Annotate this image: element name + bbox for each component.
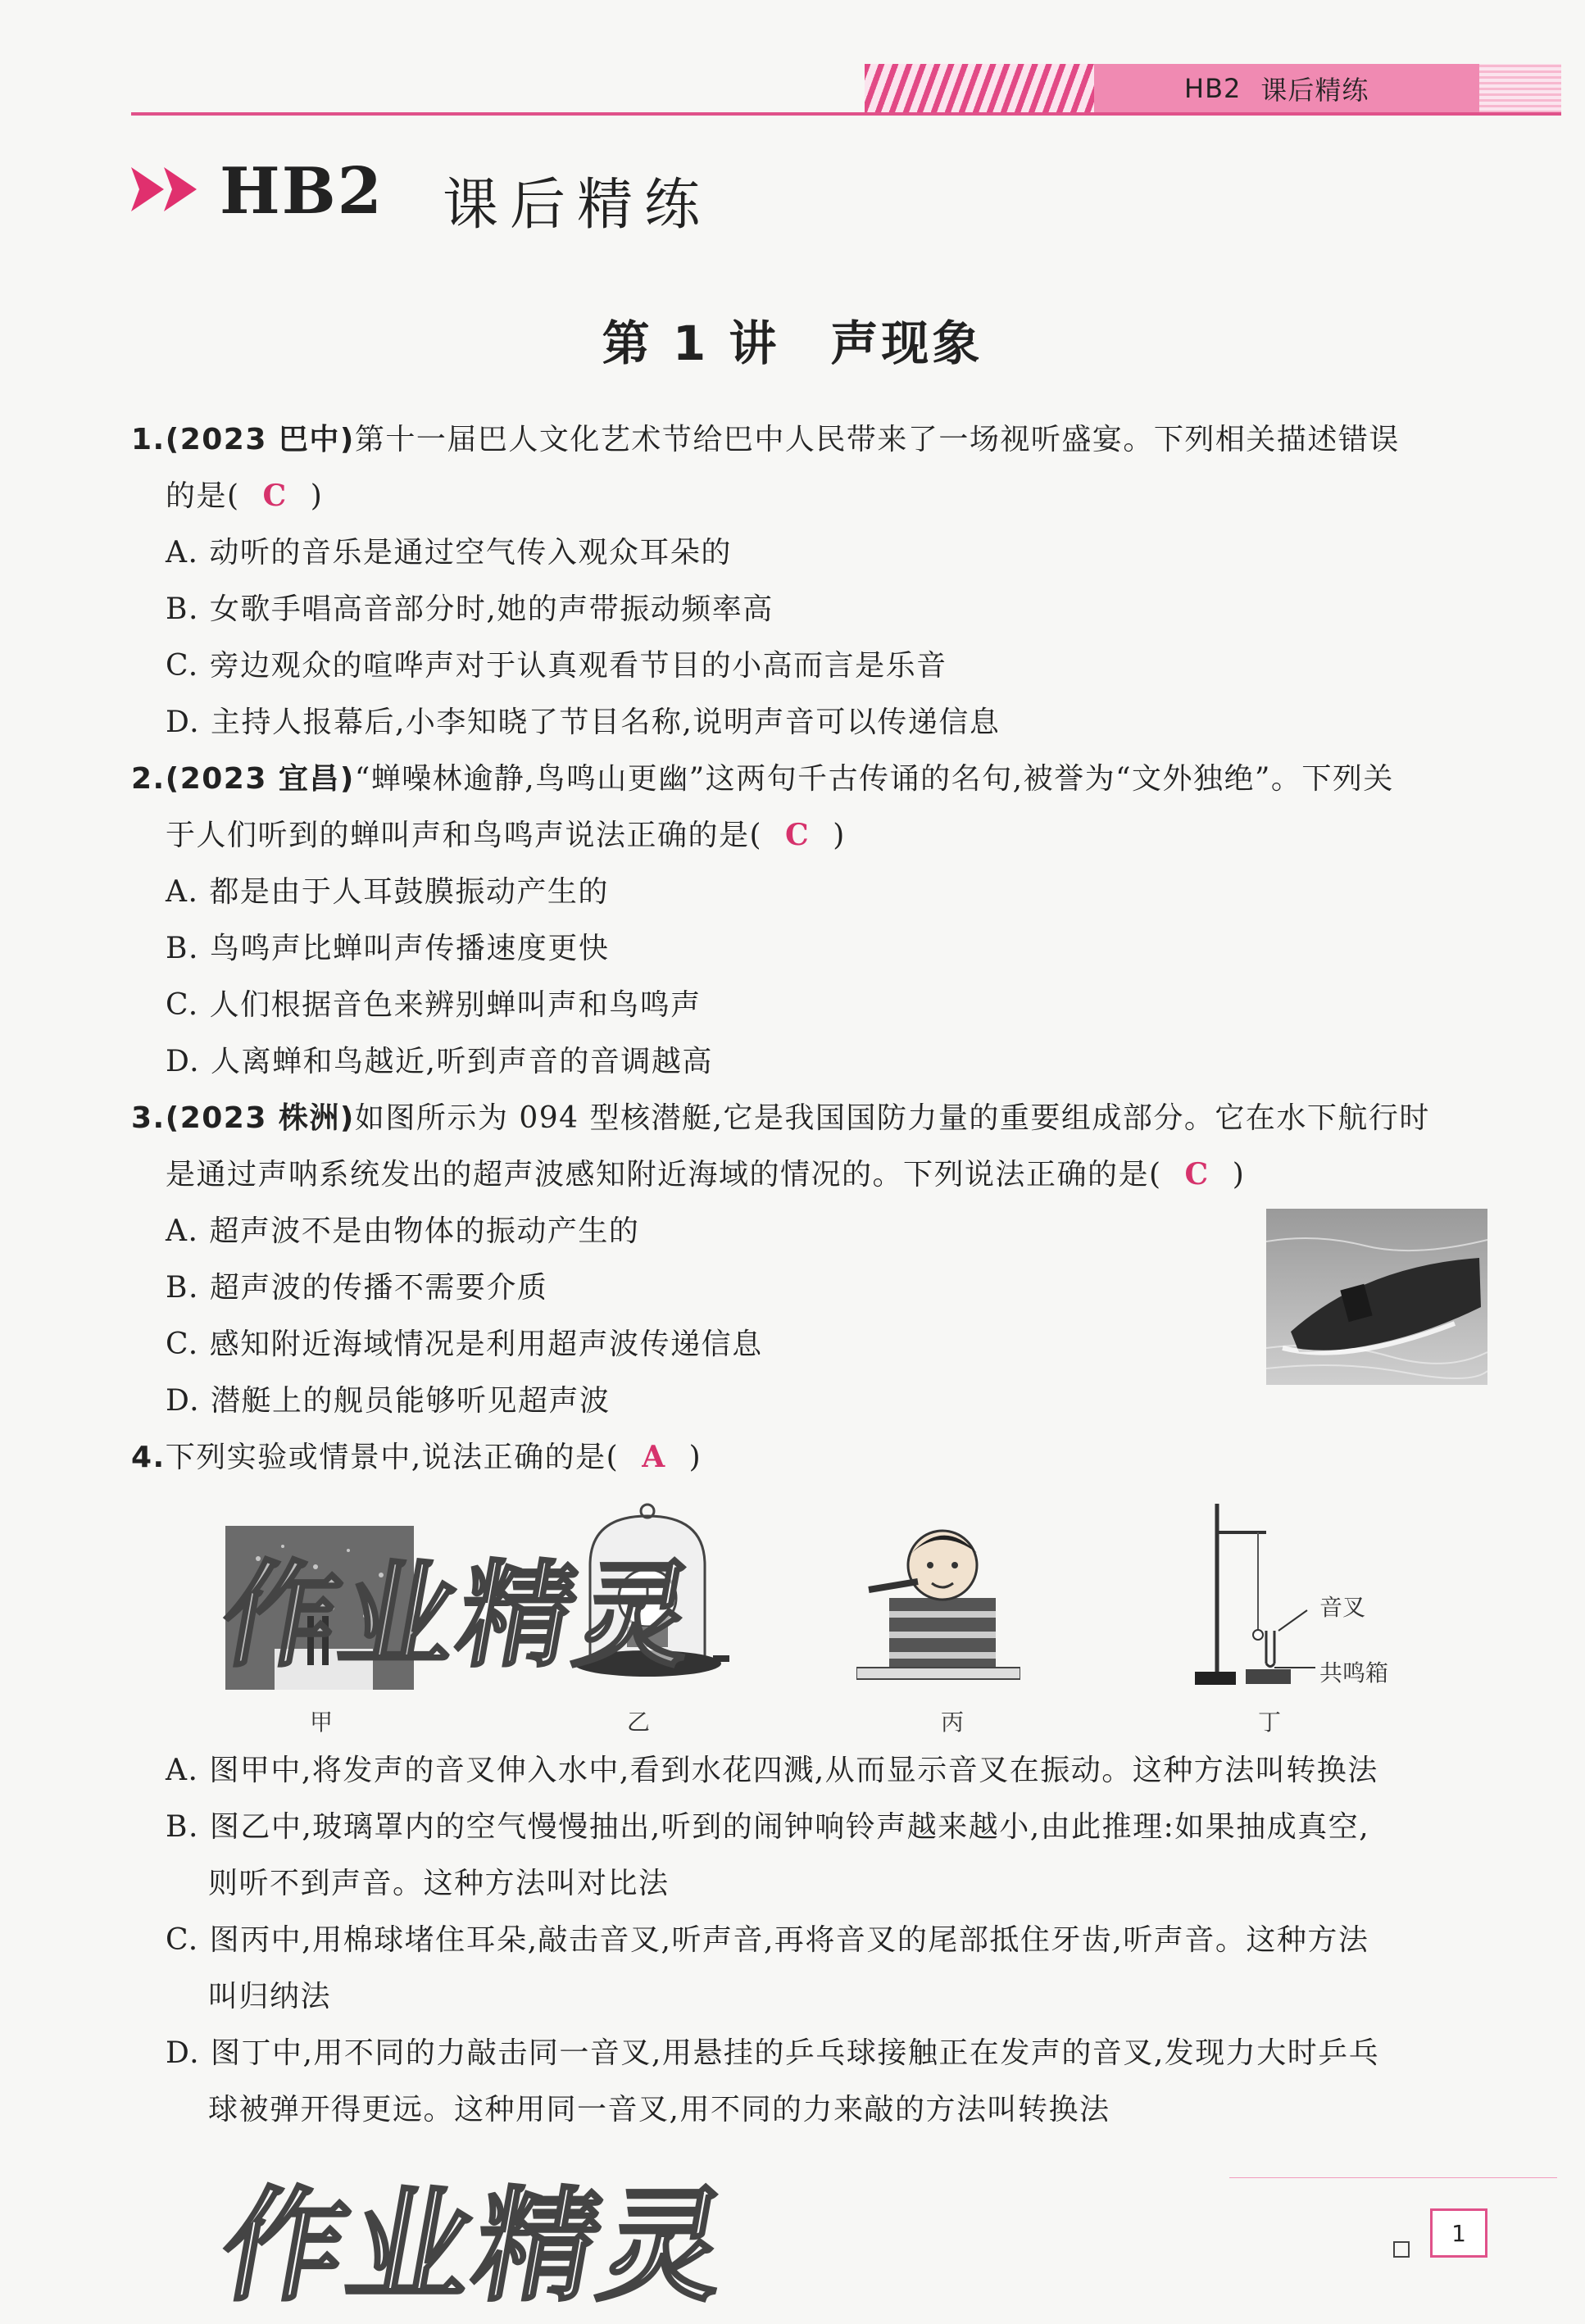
question-2-stem-cont: 于人们听到的蝉叫声和鸟鸣声说法正确的是( C ) — [166, 818, 846, 852]
section-code: HB2 — [220, 154, 384, 229]
watermark: 作业精灵 — [211, 1550, 708, 1683]
header-fade — [1479, 64, 1561, 113]
header-tag — [1094, 64, 1479, 113]
question-2-stem: 2.(2023 宜昌)“蝉噪林逾静,鸟鸣山更幽”这两句千古传诵的名句,被誉为“文外独绝”。下列关 — [131, 762, 1394, 796]
question-3-stem: 3.(2023 株洲)如图所示为 094 型核潜艇,它是我国国防力量的重要组成部分。它在水下航行时 — [131, 1101, 1430, 1135]
answer-mark: C — [262, 479, 288, 513]
option-d-cont: 球被弹开得更远。这种用同一音叉,用不同的力来敲的方法叫转换法 — [208, 2093, 1110, 2127]
option-c: C. 人们根据音色来辨别蝉叫声和鸟鸣声 — [166, 988, 702, 1022]
double-arrow-icon — [131, 164, 205, 215]
question-1-stem: 1.(2023 巴中)第十一届巴人文化艺术节给巴中人民带来了一场视听盛宴。下列相关描述错误 — [131, 423, 1400, 456]
answer-mark: C — [1184, 1157, 1210, 1192]
question-3-stem-cont: 是通过声呐系统发出的超声波感知附近海域的情况的。下列说法正确的是( C ) — [166, 1157, 1246, 1192]
lesson-title: 第 1 讲 声现象 — [602, 315, 983, 371]
footer-rule — [1229, 2176, 1557, 2178]
option-c-cont: 叫归纳法 — [208, 1980, 332, 2013]
label-leader-lines — [1274, 1606, 1315, 1672]
page-number: 1 — [1430, 2208, 1487, 2258]
option-b-cont: 则听不到声音。这种方法叫对比法 — [208, 1867, 670, 1900]
header-band — [865, 64, 1561, 113]
option-d: D. 图丁中,用不同的力敲击同一音叉,用悬挂的乒乓球接触正在发声的音叉,发现力大时乒乓 — [166, 2036, 1380, 2070]
figure-bing-boy — [856, 1508, 1020, 1692]
header-label: 课后精练 — [1260, 75, 1369, 106]
label-tuning-fork: 音叉 — [1319, 1594, 1366, 1621]
submarine-photo — [1266, 1209, 1487, 1385]
option-d: D. 主持人报幕后,小李知晓了节目名称,说明声音可以传递信息 — [166, 706, 1001, 739]
header-code: HB2 — [1184, 73, 1242, 104]
option-b: B. 图乙中,玻璃罩内的空气慢慢抽出,听到的闹钟响铃声越来越小,由此推理:如果抽成真空, — [166, 1810, 1370, 1844]
caption-bing: 丙 — [941, 1709, 965, 1736]
answer-mark: C — [785, 818, 811, 852]
question-1-stem-cont: 的是( C ) — [166, 479, 324, 513]
section-title: 课后精练 — [443, 173, 712, 238]
option-c: C. 感知附近海域情况是利用超声波传递信息 — [166, 1328, 763, 1361]
option-d: D. 人离蝉和鸟越近,听到声音的音调越高 — [166, 1045, 713, 1078]
option-b: B. 女歌手唱高音部分时,她的声带振动频率高 — [166, 592, 774, 626]
option-a: A. 超声波不是由物体的振动产生的 — [166, 1214, 640, 1248]
header-stripes — [865, 64, 1094, 113]
option-c: C. 旁边观众的喧哗声对于认真观看节目的小高而言是乐音 — [166, 649, 947, 683]
answer-mark: A — [642, 1440, 666, 1474]
caption-jia: 甲 — [310, 1709, 334, 1736]
header-rule — [131, 112, 1561, 116]
option-a: A. 图甲中,将发声的音叉伸入水中,看到水花四溅,从而显示音叉在振动。这种方法叫转换法 — [166, 1754, 1378, 1787]
caption-ding: 丁 — [1258, 1709, 1282, 1736]
option-a: A. 都是由于人耳鼓膜振动产生的 — [166, 875, 609, 909]
caption-yi: 乙 — [627, 1709, 651, 1736]
option-d: D. 潜艇上的舰员能够听见超声波 — [166, 1384, 611, 1418]
label-resonance-box: 共鸣箱 — [1319, 1659, 1389, 1686]
option-b: B. 鸟鸣声比蝉叫声传播速度更快 — [166, 932, 610, 965]
option-a: A. 动听的音乐是通过空气传入观众耳朵的 — [166, 536, 732, 570]
option-b: B. 超声波的传播不需要介质 — [166, 1271, 548, 1305]
footer-square-icon — [1393, 2241, 1410, 2258]
question-4-stem: 4.下列实验或情景中,说法正确的是( A ) — [131, 1440, 702, 1474]
watermark-bottom: 作业精灵 — [211, 2176, 741, 2318]
option-c: C. 图丙中,用棉球堵住耳朵,敲击音叉,听声音,再将音叉的尾部抵住牙齿,听声音。这种方法 — [166, 1923, 1369, 1957]
